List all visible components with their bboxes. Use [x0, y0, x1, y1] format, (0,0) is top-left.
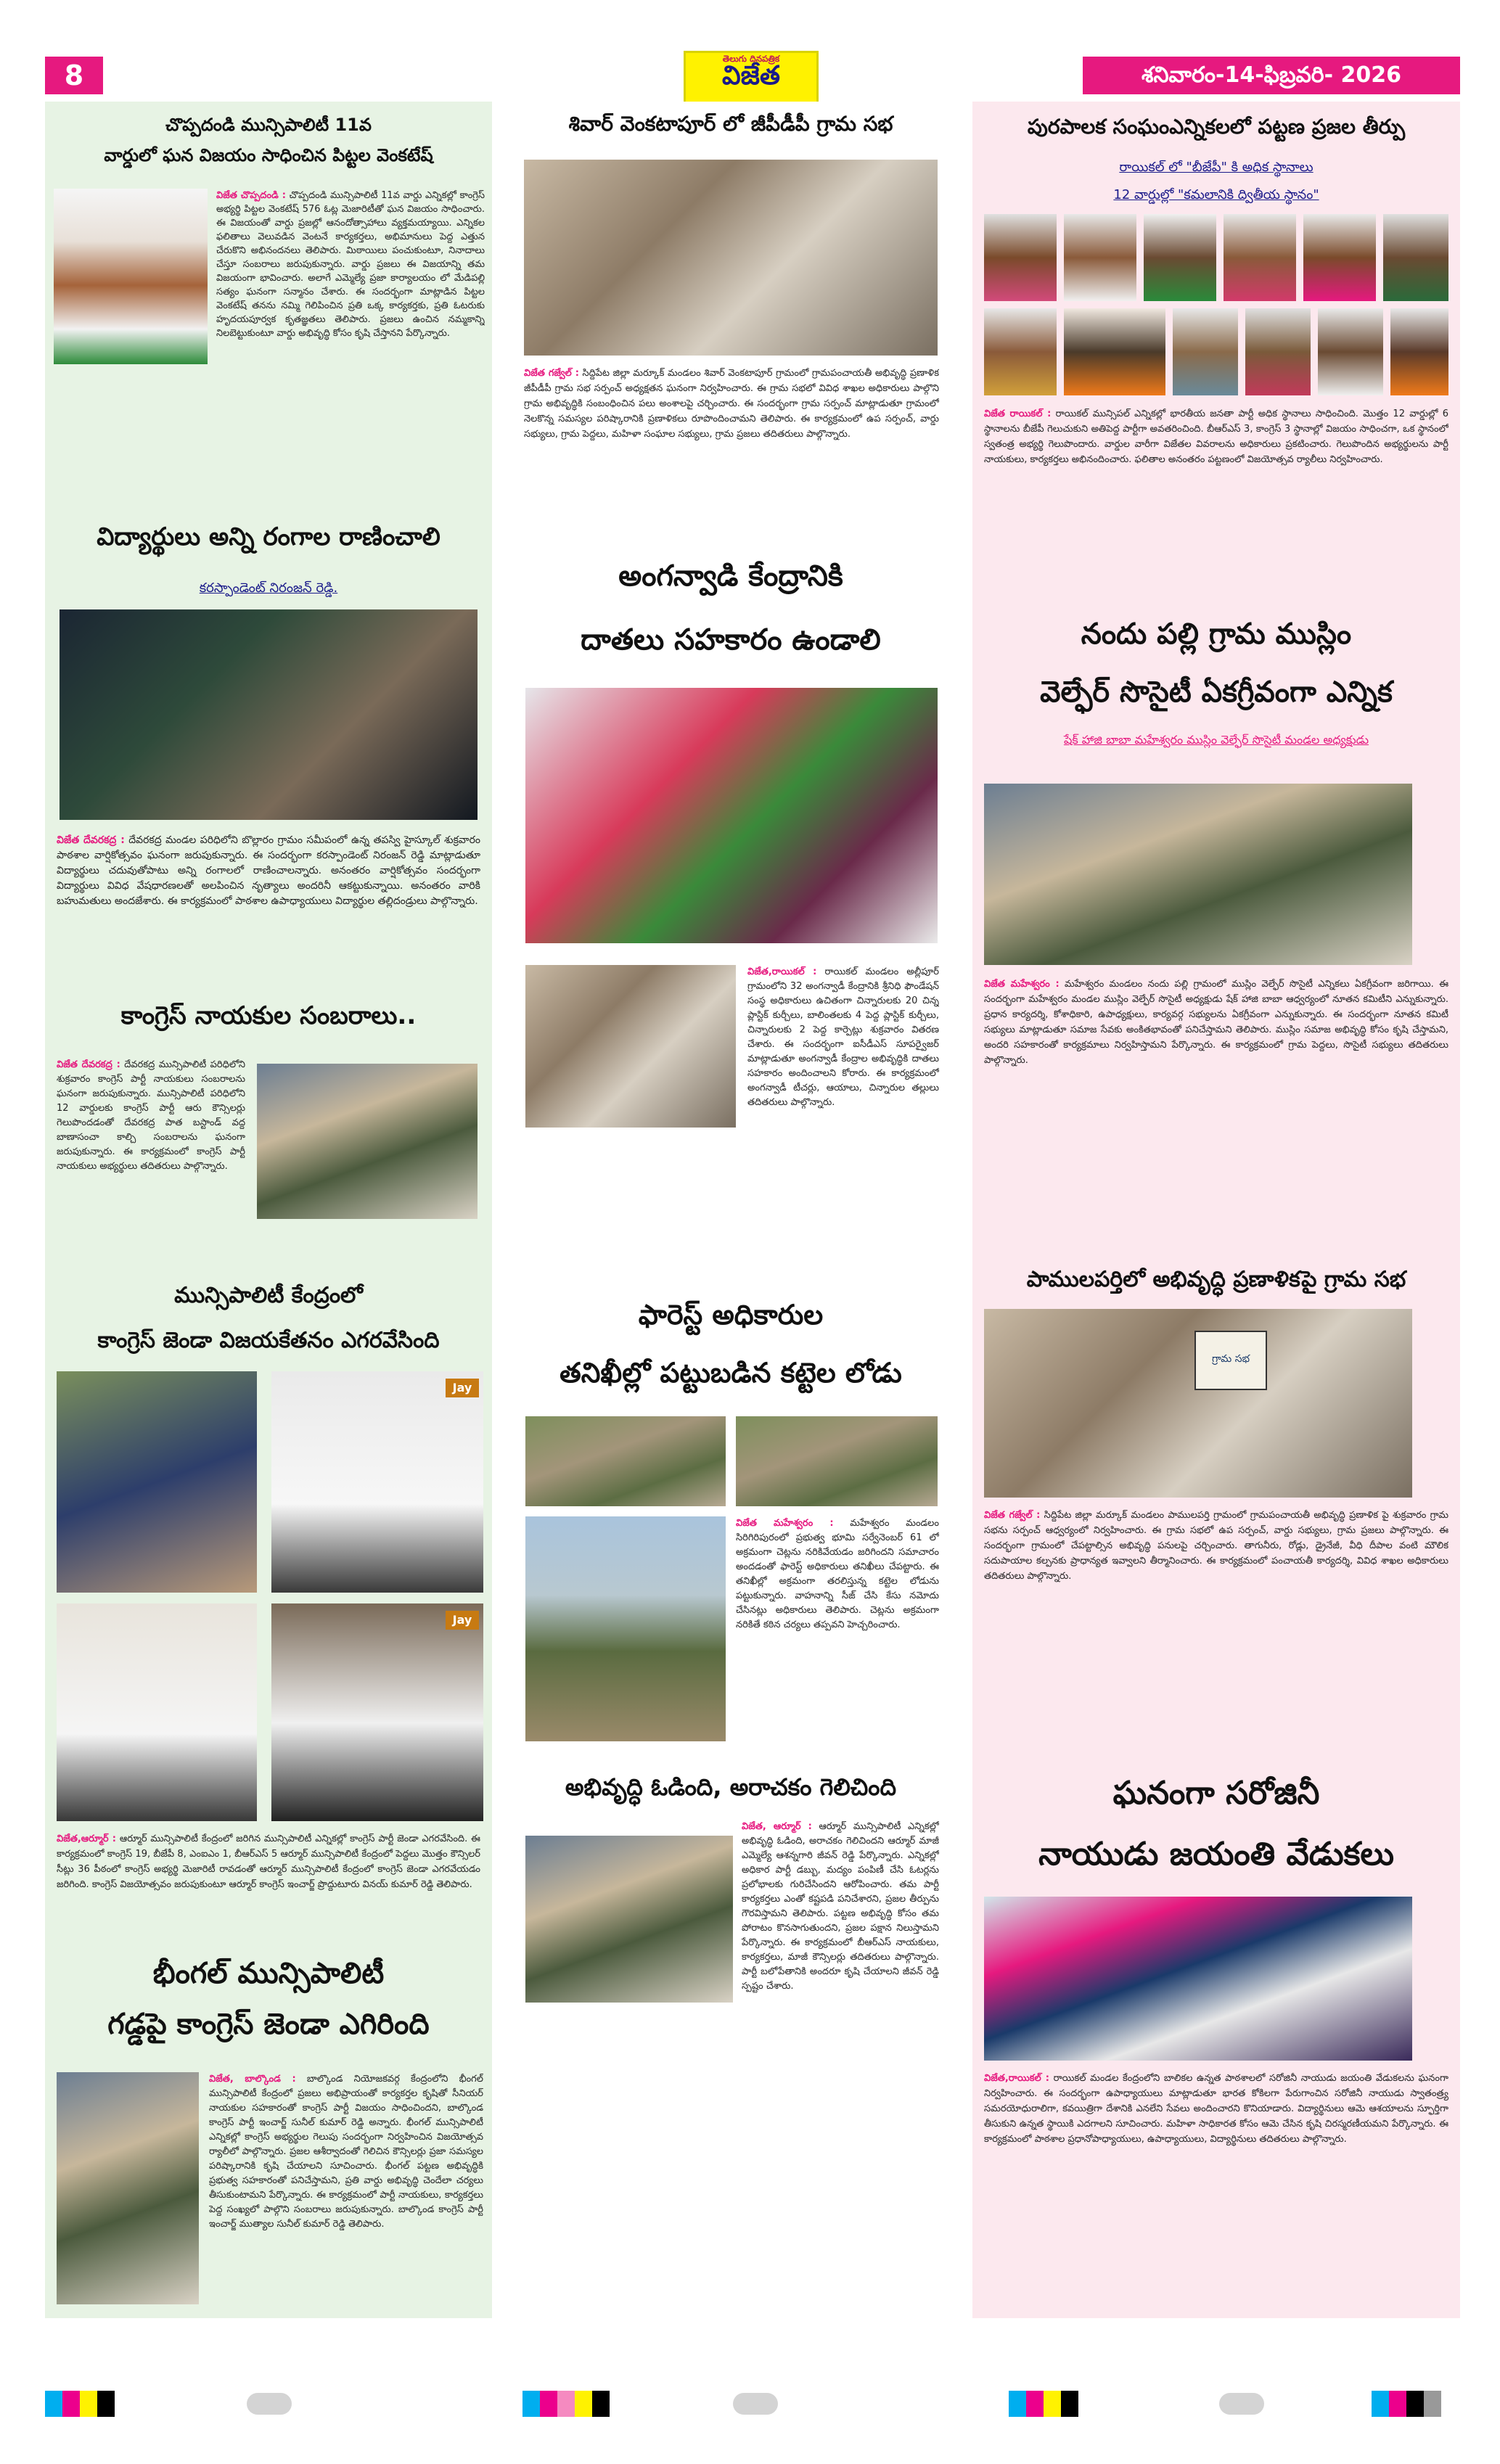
timber-truck-photo — [525, 1516, 726, 1741]
article-body — [984, 1508, 1448, 1762]
article-text: చొప్పదండి మున్సిపాలిటీ 11వ వార్డు ఎన్నికల్లో కాంగ్రెస్ అభ్యర్థి పిట్టల వెంకటేష్ 576 ఓట్ల మెజారిటీతో ఘన విజయం సాధించారు. ఈ విజయంతో వార్డు ప్రజల్లో ఆనందోత్సాహాలు వ్యక్తమయ్యాయి. ఎన్నికల ఫలితాలు వెలువడిన వెంటనే కార్యకర్తలు, అభిమానులు పెద్ద ఎత్తున చేరుకొని అభినందనలు తెలిపారు. మిఠాయిలు పంచుకుంటూ, నినాదాలు చేస్తూ సంబరాలు జరుపుకున్నారు. వార్డు ప్రజలు ఈ విజయాన్ని తమ విజయంగా భావించారు. అలాగే ఎమ్మెల్యే ప్రజా కార్యాలయం లో మేడిపల్లి సత్యం ఘనంగా సన్మానం చేశారు. ఈ సందర్భంగా మాట్లాడిన పిట్టల వెంకటేష్ తనను నమ్మి గెలిపించిన ప్రతి ఒక్క కార్యకర్తకు, ప్రతి ఓటరుకు హృదయపూర్వక కృతజ్ఞతలు తెలిపారు. ప్రజలు ఉంచిన నమ్మకాన్ని నిలబెట్టుకుంటూ వార్డు అభివృద్ధి కోసం కృషి చేస్తానని పేర్కొన్నారు. — [216, 190, 485, 339]
headline-line2: నాయుడు జయంతి వేడుకలు — [1038, 1836, 1394, 1873]
society-members-photo — [984, 784, 1412, 965]
issue-date: శనివారం-14-ఫిబ్రవరి- 2026 — [1083, 57, 1460, 94]
winner-photo-2 — [271, 1371, 483, 1593]
page-number: 8 — [45, 57, 103, 94]
jayanti-celebration-photo — [984, 1897, 1412, 2061]
article-text: రాయికల్ మండల కేంద్రంలోని బాలికల ఉన్నత పాఠశాలలో సరోజినీ నాయుడు జయంతి వేడుకలను ఘనంగా నిర్వహించారు. ఈ సందర్భంగా ఉపాధ్యాయులు మాట్లాడుతూ భారత కోకిలగా పేరుగాంచిన సరోజినీ నాయుడు స్వాతంత్ర్య సమరయోధురాలిగా, కవయిత్రిగా దేశానికి ఎనలేని సేవలు అందించారని కొనియాడారు. విద్యార్థినులు ఆమె ఆశయాలను స్ఫూర్తిగా తీసుకుని ఉన్నత స్థాయికి ఎదగాలని సూచించారు. మహిళా సాధికారత కోసం ఆమె చేసిన కృషి చిరస్మరణీయమని పేర్కొన్నారు. ఈ కార్యక్రమంలో పాఠశాల ప్రధానోపాధ్యాయులు, ఉపాధ్యాయులు, విద్యార్థినులు తదితరులు పాల్గొన్నారు. — [984, 2073, 1448, 2145]
article-text: బాల్కొండ నియోజకవర్గ కేంద్రంలోని భీంగల్ మున్సిపాలిటీ కేంద్రంలో ప్రజలు అభిప్రాయంతో కార్యకర్తల కృషితో సీనియర్ నాయకుల సహకారంతో కాంగ్రెస్ పార్టీ విజయం సాధించిందని, బాల్కొండ కాంగ్రెస్ పార్టీ ఇంచార్జ్ సునీల్ కుమార్ రెడ్డి అన్నారు. భీంగల్ మున్సిపాలిటీ ఎన్నికల్లో కాంగ్రెస్ అభ్యర్థుల గెలుపు సందర్భంగా నిర్వహించిన విజయోత్సవ ర్యాలీలో పాల్గొన్నారు. ప్రజల ఆశీర్వాదంతో గెలిచిన కౌన్సిలర్లు ప్రజా సమస్యల పరిష్కారానికి కృషి చేయాలని సూచించారు. భీంగల్ పట్టణ అభివృద్ధికి ప్రభుత్వ సహకారంతో పనిచేస్తామని, ప్రతి వార్డు అభివృద్ధి చెందేలా చర్యలు తీసుకుంటామని పేర్కొన్నారు. ఈ కార్యక్రమంలో పార్టీ నాయకులు, కార్యకర్తలు పెద్ద సంఖ్యలో పాల్గొని సంబరాలు జరుపుకున్నారు. బాల్కొండ కాంగ్రెస్ పార్టీ ఇంచార్జ్ ముత్యాల సునీల్ కుమార్ రెడ్డి తెలిపారు. — [209, 2074, 483, 2230]
article-text: మహేశ్వరం మండలం నందు పల్లి గ్రామంలో ముస్లిం వెల్ఫేర్ సొసైటీ ఎన్నికలు ఏకగ్రీవంగా జరిగాయి. ఈ సందర్భంగా మహేశ్వరం మండల ముస్లిం వెల్ఫేర్ సొసైటీ అధ్యక్షుడు షేక్ హాజి బాబా ఆధ్వర్యంలో నూతన కమిటీని ఎన్నుకున్నారు. ప్రధాన కార్యదర్శి, కోశాధికారి, ఉపాధ్యక్షులు, కార్యవర్గ సభ్యులను ఏకగ్రీవంగా ఎన్నుకున్నారు. ఈ సందర్భంగా నూతన కమిటీ సభ్యులు మాట్లాడుతూ సమాజ సేవకు అంకితభావంతో పనిచేస్తామని తెలిపారు. ముస్లిం సమాజ అభివృద్ధి కోసం కృషి చేస్తామని, అందరి సహకారంతో కార్యక్రమాలు నిర్వహిస్తామని పేర్కొన్నారు. ఈ కార్యక్రమంలో గ్రామ పెద్దలు, సొసైటీ సభ్యులు తదితరులు పాల్గొన్నారు. — [984, 979, 1448, 1066]
winner-portrait — [1144, 214, 1216, 301]
headline-line1: నందు పల్లి గ్రామ ముస్లిం — [1081, 617, 1352, 651]
article-dateline: విజేత గజ్వేల్ : — [524, 368, 579, 379]
celebration-photo — [257, 1064, 478, 1219]
article-dateline: విజేత దేవరకద్ర : — [57, 1059, 120, 1070]
headline: అభివృద్ధి ఓడింది, అరాచకం గెలిచింది — [565, 1773, 897, 1801]
print-color-bar — [522, 2391, 610, 2417]
photo-spacer — [525, 1820, 742, 2007]
winner-photo-4 — [271, 1603, 483, 1821]
headline-line1: ఫారెస్ట్ అధికారుల — [638, 1299, 824, 1331]
header-bar — [45, 54, 1460, 94]
anganwadi-classroom-photo — [525, 965, 736, 1128]
article-dateline: విజేత,రాయికల్ : — [747, 966, 817, 977]
byline: కరస్పాండెంట్ నిరంజన్ రెడ్డి. — [199, 580, 338, 596]
headline: పురపాలక సంఘంఎన్నికలలో పట్టణ ప్రజల తీర్పు — [1027, 115, 1406, 139]
headline-line2: వార్డులో ఘన విజయం సాధించిన పిట్టల వెంకటేష్ — [104, 145, 433, 165]
article-dateline: విజేత చొప్పదండి : — [216, 190, 286, 201]
winner-portrait — [1173, 308, 1238, 395]
subheadline-2: 12 వార్డుల్లో "కమలానికి ద్వితీయ స్థానం" — [1113, 187, 1319, 202]
masthead-tagline: తెలుగు దినపత్రిక — [722, 54, 780, 64]
channel-logo: Jay — [446, 1379, 479, 1397]
headline: కాంగ్రెస్ నాయకుల సంబరాలు.. — [120, 1001, 417, 1030]
headline: శివార్ వెంకటాపూర్ లో జీపీడీపీ గ్రామ సభ — [568, 112, 893, 136]
headline-line1: ఘనంగా సరోజినీ — [1112, 1775, 1320, 1812]
article-text: దేవరకద్ర మున్సిపాలిటీ పరిధిలోని శుక్రవారం కాంగ్రెస్ పార్టీ నాయకులు సంబరాలను ఘనంగా జరుపుకున్నారు. మున్సిపాలిటీ పరిధిలోని 12 వార్డులకు కాంగ్రెస్ పార్టీ ఆరు కౌన్సిలర్లు గెలుపొందడంతో దేవరకద్ర పాత బస్టాండ్ వద్ద బాణాసంచా కాల్చి సంబరాలను ఘనంగా జరుపుకున్నారు. ఈ కార్యక్రమంలో కాంగ్రెస్ పార్టీ నాయకులు అభ్యర్థులు తదితరులు పాల్గొన్నారు. — [57, 1059, 245, 1172]
article-body — [984, 2071, 1448, 2310]
print-color-bar — [1009, 2391, 1078, 2417]
article-body — [984, 406, 1448, 609]
article-body — [216, 189, 485, 472]
rally-photo — [57, 2072, 199, 2304]
headline-line2: దాతలు సహకారం ఉండాలి — [581, 623, 881, 657]
headline-line2: తనిఖీల్లో పట్టుబడిన కట్టెల లోడు — [560, 1357, 902, 1389]
masthead-title: విజేత — [722, 61, 780, 91]
winner-portrait — [1303, 214, 1376, 301]
subheadline-1: రాయికల్ లో "బీజేపీ" కి అధిక స్థానాలు — [1119, 160, 1313, 175]
article-dateline: విజేత మహేశ్వరం : — [736, 1518, 834, 1529]
winner-photo-1 — [57, 1371, 257, 1593]
article-body — [57, 1831, 480, 1940]
winners-photo-grid — [984, 214, 1448, 395]
subheadline: షేక్ హాజి బాబా మహేశ్వరం ముస్లిం వెల్ఫేర్ సొసైటీ మండల అధ్యక్షుడు — [1063, 733, 1369, 747]
article-text: ఆర్మూర్ మున్సిపాలిటీ ఎన్నికల్లో అభివృద్ధి ఓడింది, అరాచకం గెలిచిందని ఆర్మూర్ మాజీ ఎమ్మెల్యే ఆశన్నగారి జీవన్ రెడ్డి పేర్కొన్నారు. ఎన్నికల్లో అధికార పార్టీ డబ్బు, మద్యం పంపిణీ చేసి ఓటర్లను ప్రలోభాలకు గురిచేసిందని ఆరోపించారు. తమ పార్టీ కార్యకర్తలు ఎంతో కష్టపడి పనిచేశారని, ప్రజల తీర్పును గౌరవిస్తామని తెలిపారు. పట్టణ అభివృద్ధి కోసం తమ పోరాటం కొనసాగుతుందని, ప్రజల పక్షాన నిలుస్తామని పేర్కొన్నారు. ఈ కార్యక్రమంలో బీఆర్ఎస్ నాయకులు, కార్యకర్తలు, మాజీ కౌన్సిలర్లు తదితరులు పాల్గొన్నారు. పార్టీ బలోపేతానికి అందరూ కృషి చేయాలని జీవన్ రెడ్డి స్పష్టం చేశారు. — [742, 1821, 939, 1992]
headline-line1: అంగన్వాడి కేంద్రానికి — [618, 559, 843, 593]
headline: విద్యార్థులు అన్ని రంగాల రాణించాలి — [97, 522, 440, 551]
headline-line2: కాంగ్రెస్ జెండా విజయకేతనం ఎగరవేసింది — [97, 1328, 440, 1353]
article-body — [525, 1820, 939, 2306]
village-meeting-photo — [984, 1309, 1412, 1498]
article-text: సిద్దిపేట జిల్లా మర్కూక్ మండలం శివార్ వెంకటాపూర్ గ్రామంలో గ్రామపంచాయతీ అభివృద్ధి ప్రణాళిక జీపీడీపీ గ్రామ సభ సర్పంచ్ అధ్యక్షతన ఘనంగా నిర్వహించారు. ఈ గ్రామ సభలో వివిధ శాఖల అధికారులు పాల్గొని గ్రామ అభివృద్ధికి సంబంధించిన పలు అంశాలపై చర్చించారు. ఈ సందర్భంగా గ్రామ సర్పంచ్ మాట్లాడుతూ గ్రామంలో నెలకొన్న సమస్యల పరిష్కారానికి ప్రణాళికలు రూపొందించామని తెలిపారు. ఈ కార్యక్రమంలో ఉప సర్పంచ్, వార్డు సభ్యులు, గ్రామ పెద్దలు, మహిళా సంఘాల సభ్యులు, గ్రామ ప్రజలు తదితరులు పాల్గొన్నారు. — [524, 368, 939, 440]
article-dateline: విజేత, ఆర్మూర్ : — [742, 1821, 812, 1832]
winner-portrait — [1064, 214, 1136, 301]
winner-portrait — [1245, 308, 1311, 395]
winner-portrait — [984, 308, 1057, 395]
article-dateline: విజేత,రాయికల్ : — [984, 2073, 1049, 2084]
article-dateline: విజేత, బాల్కొండ : — [209, 2074, 296, 2085]
winner-portrait — [1064, 308, 1165, 395]
winner-portrait — [1390, 308, 1448, 395]
candidate-photo — [54, 189, 208, 364]
article-body — [736, 1516, 939, 1763]
article-body — [209, 2072, 483, 2312]
article-text: సిద్దిపేట జిల్లా మర్కూక్ మండలం పాములపర్తి గ్రామంలో గ్రామపంచాయతీ అభివృద్ధి ప్రణాళిక పై శుక్రవారం గ్రామ సభను సర్పంచ్ ఆధ్వర్యంలో నిర్వహించారు. ఈ గ్రామ సభలో ఉప సర్పంచ్, వార్డు సభ్యులు, గ్రామ ప్రజలు పాల్గొన్నారు. ఈ సందర్భంగా గ్రామంలో చేపట్టాల్సిన అభివృద్ధి పనులపై చర్చించారు. తాగునీరు, రోడ్లు, డ్రైనేజీ, వీధి దీపాల వంటి మౌలిక సదుపాయాల కల్పనకు ప్రాధాన్యత ఇవ్వాలని తీర్మానించారు. ఈ కార్యక్రమంలో పంచాయతీ కార్యదర్శి, వివిధ శాఖల అధికారులు తదితరులు పాల్గొన్నారు. — [984, 1510, 1448, 1582]
grama-sabha-sign: గ్రామ సభ — [1194, 1331, 1267, 1390]
winner-portrait — [984, 214, 1057, 301]
felled-logs-photo-1 — [525, 1416, 726, 1506]
column-middle — [493, 102, 968, 2318]
winner-photo-3 — [57, 1603, 257, 1821]
article-body — [984, 977, 1448, 1267]
column-right — [972, 102, 1460, 2318]
headline-line1: చొప్పదండి మున్సిపాలిటీ 11వ — [165, 115, 372, 135]
headline-line1: భీంగల్ మున్సిపాలిటీ — [152, 1957, 385, 1990]
article-text: ఆర్మూర్ మున్సిపాలిటీ కేంద్రంలో జరిగిన మున్సిపాలిటీ ఎన్నికల్లో కాంగ్రెస్ పార్టీ జెండా ఎగరవేసింది. ఈ కార్యక్రమంలో కాంగ్రెస్ 19, బీజేపీ 8, ఎంఐఎం 1, బీఆర్ఎస్ 5 ఆర్మూర్ మున్సిపాలిటీ కేంద్రంలో పెద్దలు మొత్తం కౌన్సిలర్ సీట్లు 36 పీఠంలో కాంగ్రెస్ అభ్యర్థి మెజారిటీ రావడంతో ఆర్మూర్ మున్సిపాలిటీ కేంద్రంలో కాంగ్రెస్ జెండా ఎగరవేయడం జరిగింది. కాంగ్రెస్ విజయోత్సవం జరుపుకుంటూ ఆర్మూర్ కాంగ్రెస్ ఇంచార్జ్ ప్రొద్దుటూరు వినయ్ కుమార్ రెడ్డి తెలిపారు. — [57, 1833, 480, 1890]
article-dateline: విజేత మహేశ్వరం : — [984, 979, 1060, 990]
registration-mark — [247, 2393, 292, 2415]
headline-line2: వెల్ఫేర్ సొసైటీ ఏకగ్రీవంగా ఎన్నిక — [1040, 675, 1393, 709]
article-dateline: విజేత,ఆర్మూర్ : — [57, 1833, 116, 1844]
headline-line2: గడ్డపై కాంగ్రెస్ జెండా ఎగిరింది — [107, 2008, 430, 2041]
registration-mark — [1219, 2393, 1264, 2415]
print-color-bar — [1372, 2391, 1441, 2417]
registration-mark — [733, 2393, 778, 2415]
article-text: రాయికల్ మండలం అల్లీపూర్ గ్రామంలోని 32 అంగన్వాడీ కేంద్రానికి శ్రీనిధి ఫౌండేషన్ సంస్థ అధికారులు ఉచితంగా చిన్నారులకు 20 చిన్న ప్లాస్టిక్ కుర్చీలు, బాలింతలకు 4 పెద్ద ప్లాస్టిక్ కుర్చీలు, చిన్నారులకు 2 పెద్ద కార్పెట్లు శుక్రవారం వితరణ చేశారు. ఈ సందర్భంగా ఐసీడీఎస్ సూపర్వైజర్ మాట్లాడుతూ అంగన్వాడీ కేంద్రాల అభివృద్ధికి దాతలు సహకారం అందించాలని కోరారు. ఈ కార్యక్రమంలో అంగన్వాడీ టీచర్లు, ఆయాలు, చిన్నారుల తల్లులు తదితరులు పాల్గొన్నారు. — [747, 966, 939, 1108]
article-body — [57, 1058, 245, 1261]
article-dateline: విజేత రాయికల్ : — [984, 408, 1052, 419]
headline-line1: మున్సిపాలిటీ కేంద్రంలో — [174, 1283, 363, 1308]
winner-portrait — [1318, 308, 1383, 395]
print-color-bar — [45, 2391, 115, 2417]
headline: పాములపర్తిలో అభివృద్ధి ప్రణాళికపై గ్రామ సభ — [1026, 1267, 1406, 1292]
winner-portrait — [1224, 214, 1296, 301]
column-left — [45, 102, 492, 2318]
article-text: మహేశ్వరం మండలం సిరిగిరిపురంలో ప్రభుత్వ భూమి సర్వేనెంబర్ 61 లో అక్రమంగా చెట్లను నరికివేయడం జరిగిందని సమాచారం అందడంతో ఫారెస్ట్ అధికారులు తనిఖీలు చేపట్టారు. ఈ తనిఖీల్లో అక్రమంగా తరలిస్తున్న కట్టెల లోడును పట్టుకున్నారు. వాహనాన్ని సీజ్ చేసి కేసు నమోదు చేసినట్లు అధికారులు తెలిపారు. చెట్లను అక్రమంగా నరికితే కఠిన చర్యలు తప్పవని హెచ్చరించారు. — [736, 1518, 939, 1630]
article-body — [57, 833, 480, 985]
article-dateline: విజేత గజ్వేల్ : — [984, 1510, 1041, 1521]
article-dateline: విజేత దేవరకద్ర : — [57, 834, 125, 846]
article-text: దేవరకద్ర మండల పరిధిలోని బొల్లారం గ్రామం సమీపంలో ఉన్న తపస్వి హైస్కూల్ శుక్రవారం పాఠశాల వార్షికోత్సవం ఘనంగా జరుపుకున్నారు. ఈ సందర్భంగా కరస్పాండెంట్ నిరంజన్ రెడ్డి మాట్లాడుతూ విద్యార్థులు చదువుతోపాటు అన్ని రంగాలలో రాణించాలన్నారు. అనంతరం వార్షికోత్సవం సందర్భంగా విద్యార్థులు వివిధ వేషధారణలతో అలపించిన నృత్యాలు అందరినీ ఆకట్టుకున్నాయి. అనంతరం వారికి బహుమతులు అందజేశారు. ఈ కార్యక్రమంలో పాఠశాల ఉపాధ్యాయులు విద్యార్థుల తల్లిదండ్రులు పాల్గొన్నారు. — [57, 834, 480, 907]
grama-sabha-photo — [524, 160, 938, 356]
channel-logo: Jay — [446, 1611, 479, 1630]
donation-photo — [525, 688, 938, 943]
school-event-photo — [60, 609, 478, 820]
masthead-logo[interactable] — [684, 51, 819, 106]
winner-portrait — [1383, 214, 1448, 301]
article-text: రాయికల్ మున్సిపల్ ఎన్నికల్లో భారతీయ జనతా పార్టీ అధిక స్థానాలు సాధించింది. మొత్తం 12 వార్డుల్లో 6 స్థానాలను బీజేపీ గెలుచుకుని అతిపెద్ద పార్టీగా అవతరించింది. బీఆర్ఎస్ 3, కాంగ్రెస్ 3 స్థానాల్లో విజయం సాధించగా, ఒక స్థానంలో స్వతంత్ర అభ్యర్థి గెలుపొందారు. వార్డుల వారీగా విజేతల వివరాలను అధికారులు ప్రకటించారు. గెలుపొందిన అభ్యర్థులను పార్టీ నాయకులు, కార్యకర్తలు అభినందించారు. ఫలితాల అనంతరం పట్టణంలో విజయోత్సవ ర్యాలీలు నిర్వహించారు. — [984, 408, 1448, 465]
article-body — [747, 965, 939, 1146]
felled-logs-photo-2 — [736, 1416, 938, 1506]
